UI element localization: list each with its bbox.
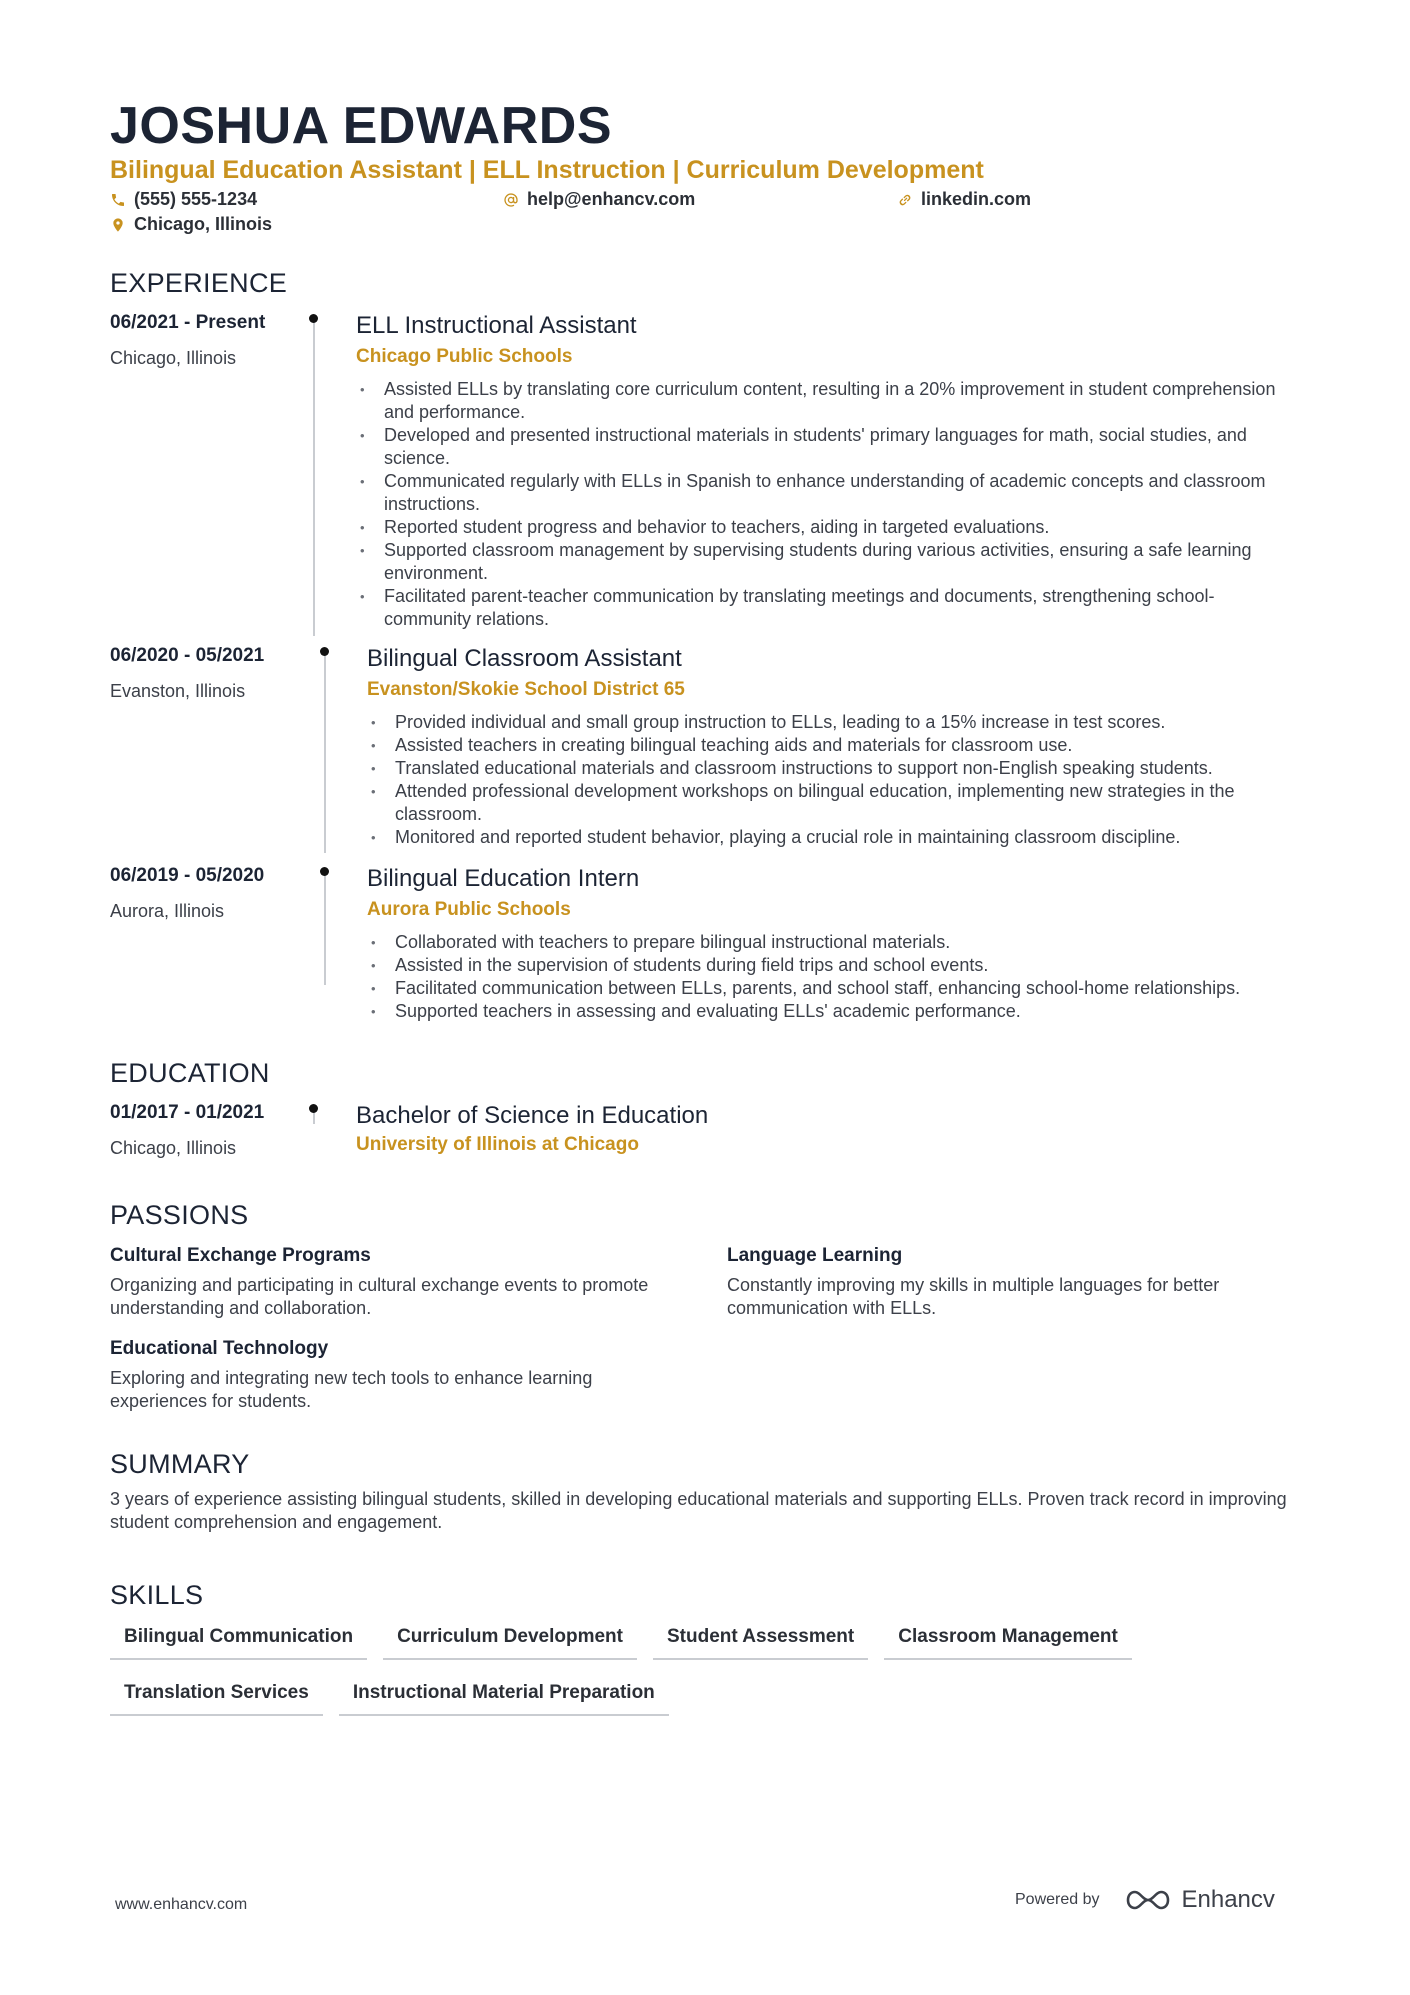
bullet: • Facilitated parent-teacher communication by translating meetings and documents, strengthening school-community relations.: [356, 585, 1296, 631]
bullet: • Facilitated communication between ELLs, parents, and school staff, enhancing school-home relationships.: [367, 977, 1307, 1000]
contact-linkedin: [897, 189, 1031, 210]
email-text[interactable]: help@enhancv.com: [527, 189, 696, 209]
bullet: • Attended professional development workshops on bilingual education, implementing new strategies in the classroom.: [367, 780, 1307, 826]
experience-date: 06/2021 - Present: [110, 312, 266, 333]
link-icon: [897, 192, 913, 208]
passion-description: Organizing and participating in cultural exchange events to promote understanding and collaboration.: [110, 1275, 649, 1318]
skill-tag: Instructional Material Preparation: [339, 1682, 669, 1716]
education-entry: [110, 1102, 1310, 1162]
passion-title: Cultural Exchange Programs: [110, 1245, 371, 1266]
experience-bullets: [356, 378, 1296, 631]
brand-name: Enhancv: [1181, 1886, 1275, 1913]
section-title-education: EDUCATION: [110, 1058, 270, 1088]
experience-org: Evanston/Skokie School District 65: [367, 679, 685, 700]
headline: Bilingual Education Assistant | ELL Instruction | Curriculum Development: [110, 156, 984, 184]
section-title-skills: SKILLS: [110, 1580, 204, 1610]
timeline-line: [324, 871, 326, 985]
timeline-dot: [320, 647, 329, 656]
contact-location: [110, 214, 272, 235]
bullet: • Collaborated with teachers to prepare bilingual instructional materials.: [367, 931, 1307, 954]
bullet: • Supported teachers in assessing and evaluating ELLs' academic performance.: [367, 1000, 1307, 1023]
summary-text: 3 years of experience assisting bilingual students, skilled in developing educational materials and supporting ELLs. Proven track record in improving student comprehension and engagement.: [110, 1489, 1287, 1532]
at-icon: [503, 192, 519, 208]
skill-tag: Curriculum Development: [383, 1626, 637, 1660]
bullet: • Reported student progress and behavior to teachers, aiding in targeted evaluations.: [356, 516, 1296, 539]
phone-icon: [110, 192, 126, 208]
passion-item: [110, 1245, 670, 1320]
footer-website[interactable]: www.enhancv.com: [115, 1896, 248, 1913]
experience-date: 06/2020 - 05/2021: [110, 645, 265, 666]
enhancv-logo: [1124, 1886, 1275, 1914]
passion-item: [110, 1338, 670, 1413]
candidate-name: JOSHUA EDWARDS: [110, 97, 613, 155]
experience-role: Bilingual Education Intern: [367, 865, 640, 892]
section-title-summary: SUMMARY: [110, 1449, 250, 1479]
footer-branding: [1015, 1886, 1275, 1914]
skills-row: [110, 1682, 1310, 1716]
bullet: • Monitored and reported student behavior, playing a crucial role in maintaining classroom discipline.: [367, 826, 1307, 849]
bullet: • Provided individual and small group instruction to ELLs, leading to a 15% increase in test scores.: [367, 711, 1307, 734]
timeline-dot: [309, 314, 318, 323]
timeline-dot: [320, 867, 329, 876]
powered-by-text: Powered by: [1015, 1891, 1100, 1908]
linkedin-text[interactable]: linkedin.com: [921, 189, 1032, 209]
experience-role: ELL Instructional Assistant: [356, 312, 637, 339]
passion-title: Language Learning: [727, 1245, 903, 1266]
experience-date: 06/2019 - 05/2020: [110, 865, 265, 886]
timeline-line: [324, 651, 326, 853]
education-degree: Bachelor of Science in Education: [356, 1102, 709, 1129]
bullet: • Supported classroom management by supervising students during various activities, ensuring a safe learning environment.: [356, 539, 1296, 585]
experience-org: Chicago Public Schools: [356, 346, 573, 367]
passion-title: Educational Technology: [110, 1338, 329, 1359]
bullet: • Developed and presented instructional materials in students' primary languages for math, social studies, and science.: [356, 424, 1296, 470]
experience-role: Bilingual Classroom Assistant: [367, 645, 682, 672]
passion-description: Constantly improving my skills in multiple languages for better communication with ELLs.: [727, 1275, 1220, 1318]
location-text: Chicago, Illinois: [134, 214, 273, 234]
experience-entry-2: [110, 645, 1310, 853]
timeline-line: [313, 318, 315, 636]
enhancv-logo-icon: [1124, 1886, 1172, 1914]
experience-location: Aurora, Illinois: [110, 901, 225, 921]
phone-text: (555) 555-1234: [134, 189, 258, 209]
education-location: Chicago, Illinois: [110, 1138, 237, 1158]
contact-email: [503, 189, 695, 210]
bullet: • Translated educational materials and classroom instructions to support non-English speaking students.: [367, 757, 1307, 780]
bullet: • Assisted ELLs by translating core curriculum content, resulting in a 20% improvement in student comprehension and performance.: [356, 378, 1296, 424]
experience-entry-3: [110, 865, 1310, 1021]
bullet: • Communicated regularly with ELLs in Spanish to enhance understanding of academic concepts and classroom instructions.: [356, 470, 1296, 516]
skill-tag: Student Assessment: [653, 1626, 868, 1660]
experience-org: Aurora Public Schools: [367, 899, 571, 920]
passion-item: [727, 1245, 1287, 1320]
education-school: University of Illinois at Chicago: [356, 1134, 639, 1155]
experience-entry-1: [110, 312, 1310, 636]
passion-description: Exploring and integrating new tech tools to enhance learning experiences for students.: [110, 1368, 593, 1411]
contact-phone: [110, 189, 257, 210]
resume-page: [110, 0, 1310, 1995]
experience-location: Evanston, Illinois: [110, 681, 246, 701]
bullet: • Assisted teachers in creating bilingual teaching aids and materials for classroom use.: [367, 734, 1307, 757]
section-title-passions: PASSIONS: [110, 1200, 249, 1230]
skills-row: [110, 1626, 1310, 1660]
skills-list: [110, 1626, 1310, 1738]
section-title-experience: EXPERIENCE: [110, 268, 288, 298]
skill-tag: Translation Services: [110, 1682, 323, 1716]
skill-tag: Classroom Management: [884, 1626, 1132, 1660]
experience-location: Chicago, Illinois: [110, 348, 237, 368]
experience-bullets: [367, 711, 1307, 849]
timeline-dot: [309, 1104, 318, 1113]
experience-bullets: [367, 931, 1307, 1023]
bullet: • Assisted in the supervision of students during field trips and school events.: [367, 954, 1307, 977]
pin-icon: [110, 217, 126, 233]
education-date: 01/2017 - 01/2021: [110, 1102, 265, 1123]
skill-tag: Bilingual Communication: [110, 1626, 367, 1660]
